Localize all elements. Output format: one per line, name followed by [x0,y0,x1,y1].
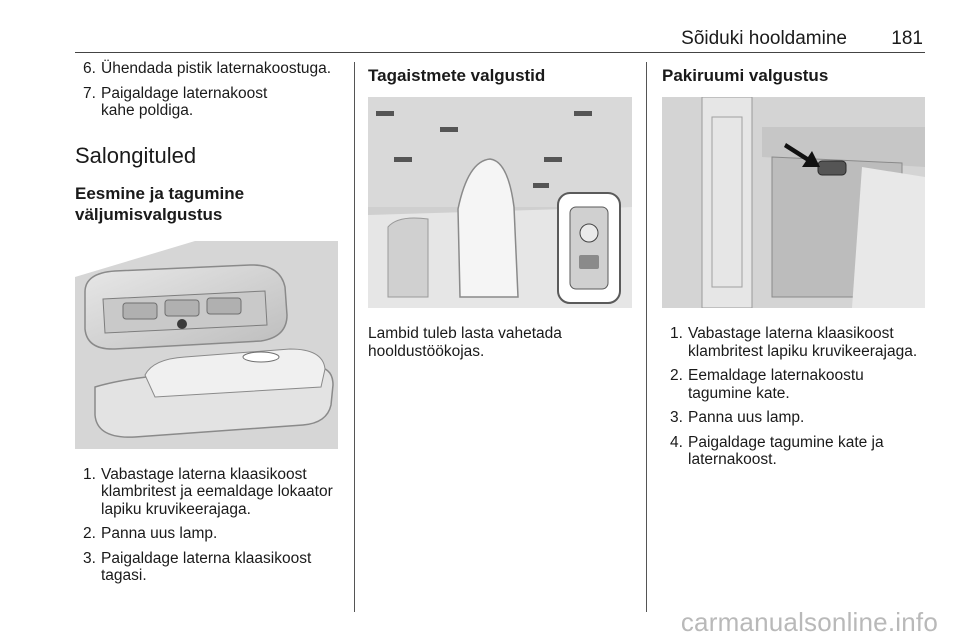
column-divider [646,62,647,612]
trunk-light-steps [662,325,926,469]
step-number: 3. [83,549,96,567]
step-text: Paigaldage laternakoost kahe poldiga. [101,84,268,119]
step-text: Vabastage laterna klaasikoost klambritest lapiku kruvikeerajaga. [688,325,918,360]
page-header [75,26,925,53]
step-number: 6. [83,60,96,77]
info-paragraph: Lambid tuleb lasta vahetada hooldustöökojas. [368,325,562,360]
step-text: Paigaldage tagumine kate ja laternakoost. [688,433,884,468]
top-steps-list [75,60,347,120]
cabin-ceiling-illustration [368,97,632,308]
exit-light-steps [75,466,347,585]
step-text: Eemaldage laternakoostu tagumine kate. [688,367,864,402]
subsection-heading: Eesmine ja tagumine väljumisvalgustus [75,183,245,224]
rear-seat-light-figure [368,97,632,308]
list-item [75,60,347,78]
door-panel-illustration [75,237,338,449]
step-number: 4. [670,433,683,451]
section-heading: Tagaistmete valgustid [368,66,546,85]
list-item [75,525,347,543]
step-text: Panna uus lamp. [101,525,218,542]
column-3 [662,60,926,476]
section-title: Sõiduki hooldamine [681,28,847,49]
list-item [75,466,347,519]
step-number: 2. [83,525,96,542]
list-item [662,367,926,402]
list-item [75,550,347,585]
column-2 [368,60,632,360]
list-item [662,325,926,360]
step-number: 3. [670,409,683,426]
step-text: Paigaldage laterna klaasikoost tagasi. [101,549,312,584]
page-number: 181 [891,28,923,49]
trunk-illustration [662,97,925,308]
step-text: Panna uus lamp. [688,409,805,426]
section-heading: Pakiruumi valgustus [662,66,829,85]
column-1 [75,60,347,592]
step-number: 2. [670,367,683,384]
step-number: 7. [83,84,96,102]
step-number: 1. [670,325,683,342]
watermark: carmanualsonline.info [680,607,938,637]
list-item [662,409,926,427]
step-number: 1. [83,465,96,483]
list-item [662,434,926,469]
section-heading: Salongituled [75,142,197,168]
exit-light-figure [75,237,338,449]
list-item [75,85,347,120]
step-text: Vabastage laterna klaasikoost klambritest ja eemaldage lokaator lapiku kruvikeerajaga. [101,465,333,518]
trunk-light-figure [662,97,925,308]
step-text: Ühendada pistik laternakoostuga. [101,60,332,77]
column-divider [354,62,355,612]
